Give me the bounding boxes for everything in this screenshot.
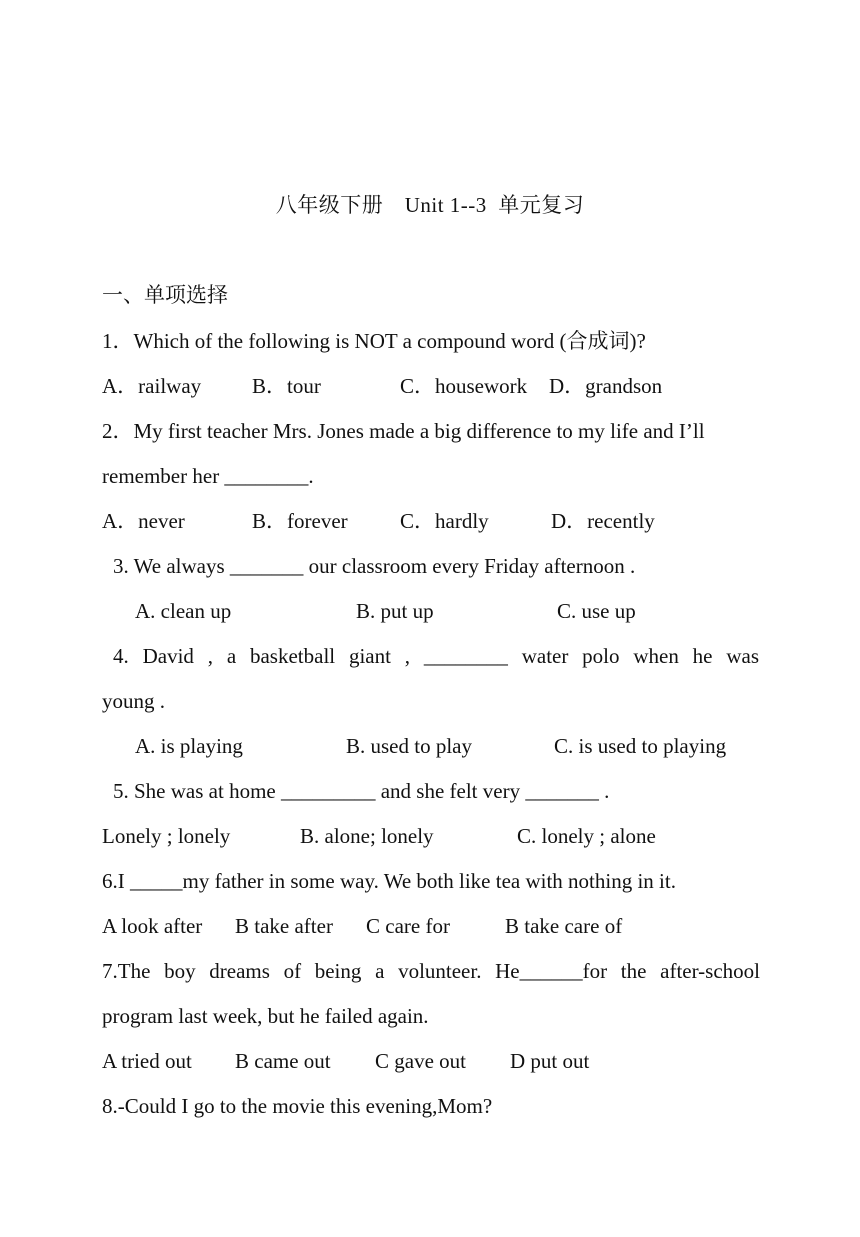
option-a: A. clean up — [135, 599, 232, 623]
option-a: A．never — [102, 509, 185, 533]
option-a: A. is playing — [135, 734, 243, 758]
question-1-stem: 1．Which of the following is NOT a compound word (合成词)? — [102, 329, 646, 353]
section-heading: 一、单项选择 — [102, 283, 228, 307]
question-4-stem-line-2: young . — [102, 689, 165, 713]
option-c: C. is used to playing — [554, 734, 727, 758]
option-d: D．grandson — [549, 374, 663, 398]
option-c: C gave out — [375, 1049, 466, 1073]
question-2-stem-line-2: remember her ________. — [102, 464, 314, 488]
option-a: Lonely ; lonely — [102, 824, 231, 848]
question-8-stem: 8.-Could I go to the movie this evening,Mom? — [102, 1094, 493, 1118]
question-6-stem: 6.I _____my father in some way. We both like tea with nothing in it. — [102, 869, 676, 893]
option-b: B．forever — [252, 509, 348, 533]
option-b: B. put up — [356, 599, 434, 623]
option-a: A look after — [102, 914, 203, 938]
question-2-stem-line-1: 2．My first teacher Mrs. Jones made a big difference to my life and I’ll — [102, 419, 705, 443]
option-c: C．hardly — [400, 509, 489, 533]
question-7-options — [102, 1045, 760, 1237]
option-a: A．railway — [102, 374, 202, 398]
option-d: D put out — [510, 1049, 590, 1073]
option-c: C．housework — [400, 374, 528, 398]
option-b: B take after — [235, 914, 333, 938]
option-b: B. alone; lonely — [300, 824, 434, 848]
question-7-stem-line-1: 7.The boy dreams of being a volunteer. He______for the after-school — [102, 959, 760, 983]
option-d: D．recently — [551, 509, 655, 533]
question-5-stem: 5. She was at home _________ and she felt very _______ . — [113, 779, 610, 803]
question-7-stem-line-2: program last week, but he failed again. — [102, 1004, 429, 1028]
option-d: B take care of — [505, 914, 623, 938]
option-c: C. use up — [557, 599, 636, 623]
option-b: B. used to play — [346, 734, 472, 758]
option-a: A tried out — [102, 1049, 192, 1073]
option-c: C. lonely ; alone — [517, 824, 656, 848]
option-b: B．tour — [252, 374, 321, 398]
document-title: 八年级下册 Unit 1--3 单元复习 — [275, 193, 585, 217]
option-c: C care for — [366, 914, 450, 938]
question-3-stem: 3. We always _______ our classroom every Friday afternoon . — [113, 554, 636, 578]
option-b: B came out — [235, 1049, 331, 1073]
question-4-stem-line-1: 4. David , a basketball giant , ________ water polo when he was — [113, 644, 759, 668]
